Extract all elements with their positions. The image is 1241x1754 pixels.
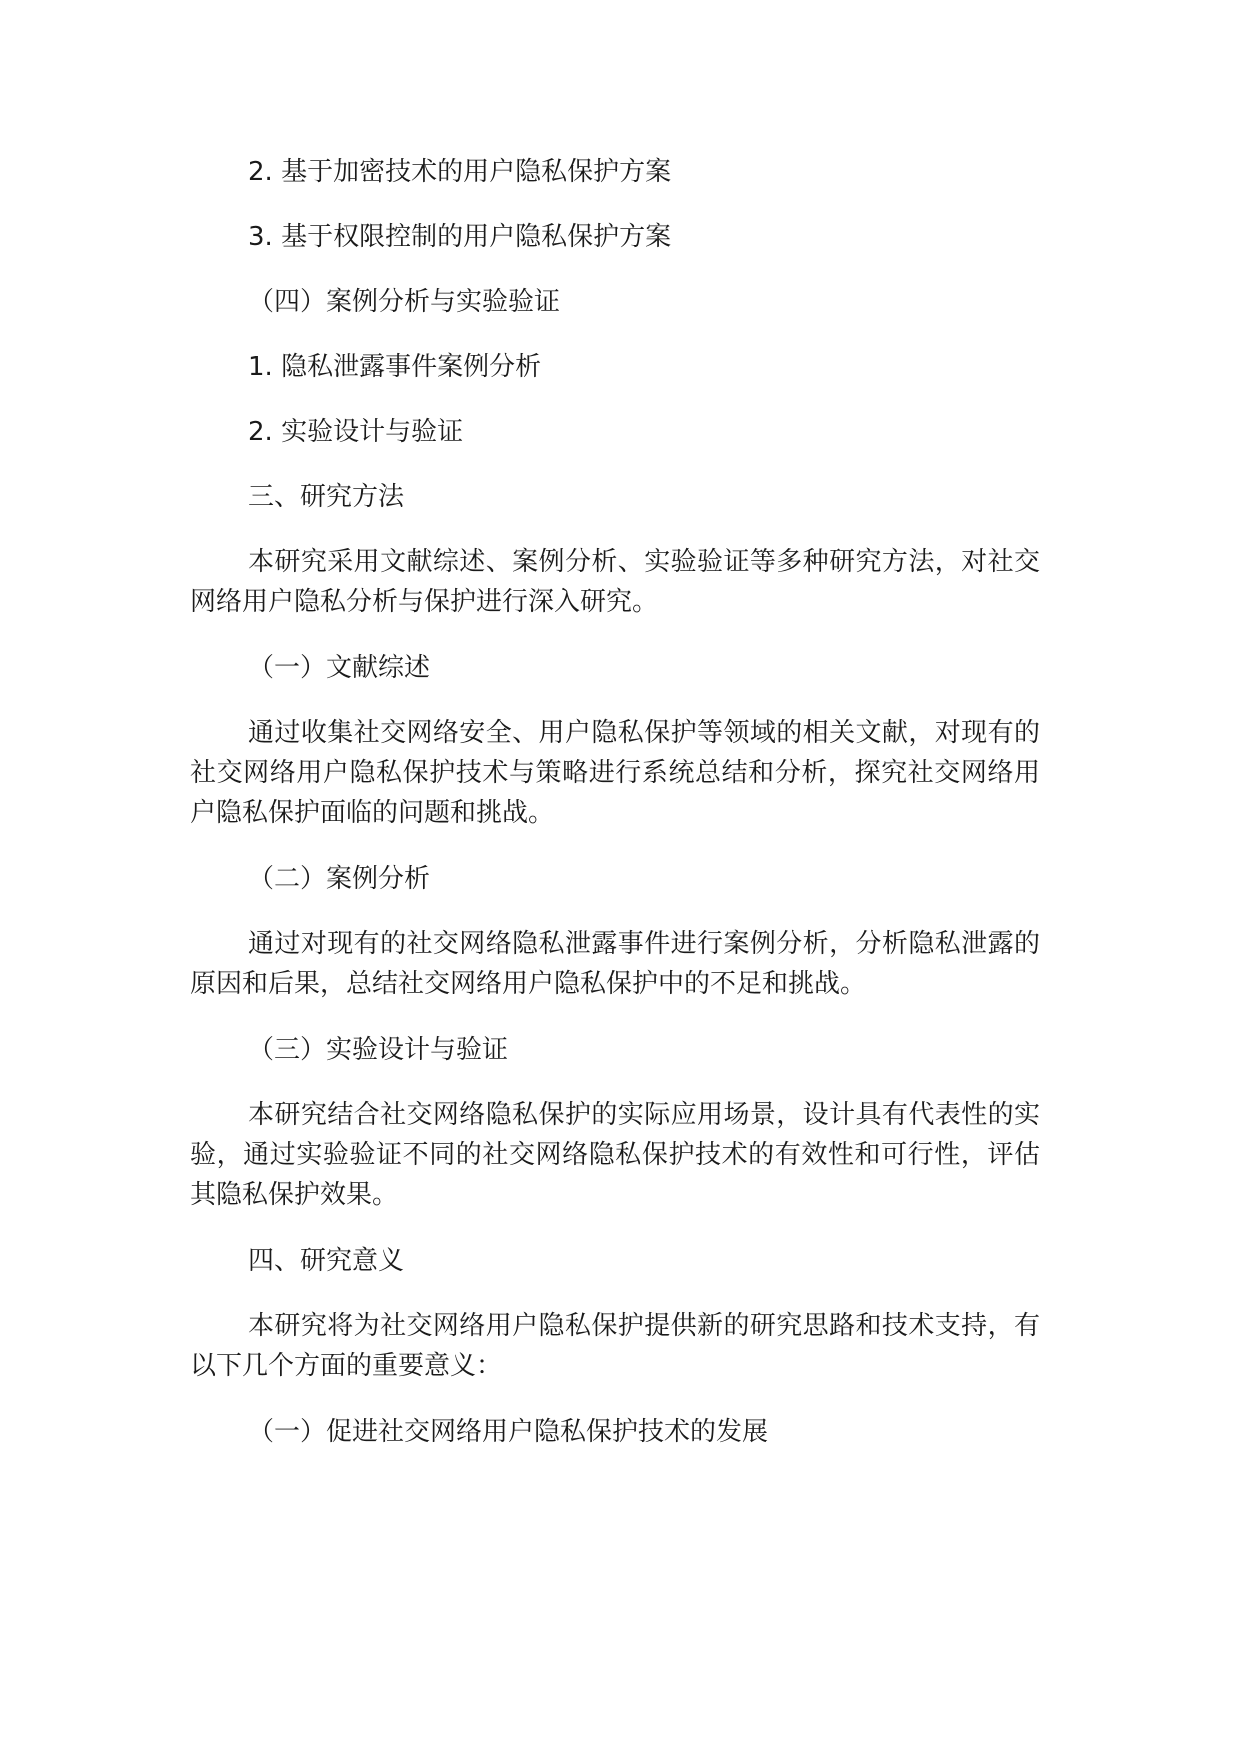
subheading-case-analysis-experiment: （四）案例分析与实验验证 bbox=[248, 287, 561, 317]
subheading-case-analysis: （二）案例分析 bbox=[248, 864, 431, 894]
paragraph-literature-review: 通过收集社交网络安全、用户隐私保护等领域的相关文献，对现有的社交网络用户隐私保护技术与策略进行系统总结和分析，探究社交网络用户隐私保护面临的问题和挑战。 bbox=[190, 718, 1040, 828]
subheading-experiment-validation: （三）实验设计与验证 bbox=[248, 1035, 509, 1065]
section-heading-research-significance: 四、研究意义 bbox=[248, 1246, 405, 1276]
paragraph-methods-intro: 本研究采用文献综述、案例分析、实验验证等多种研究方法，对社交网络用户隐私分析与保护进行深入研究。 bbox=[190, 547, 1040, 617]
subheading-literature-review: （一）文献综述 bbox=[248, 653, 431, 683]
paragraph-experiment-validation: 本研究结合社交网络隐私保护的实际应用场景，设计具有代表性的实验，通过实验验证不同的社交网络隐私保护技术的有效性和可行性，评估其隐私保护效果。 bbox=[190, 1100, 1040, 1210]
list-item-experiment-design: 2. 实验设计与验证 bbox=[248, 417, 464, 447]
list-item-leak-case-analysis: 1. 隐私泄露事件案例分析 bbox=[248, 352, 542, 382]
subheading-promote-privacy-tech: （一）促进社交网络用户隐私保护技术的发展 bbox=[248, 1417, 769, 1447]
paragraph-case-analysis: 通过对现有的社交网络隐私泄露事件进行案例分析，分析隐私泄露的原因和后果，总结社交网络用户隐私保护中的不足和挑战。 bbox=[190, 929, 1040, 999]
list-item-access-control-scheme: 3. 基于权限控制的用户隐私保护方案 bbox=[248, 222, 672, 252]
section-heading-research-methods: 三、研究方法 bbox=[248, 482, 405, 512]
list-item-encryption-scheme: 2. 基于加密技术的用户隐私保护方案 bbox=[248, 157, 672, 187]
document-body bbox=[190, 152, 1040, 1452]
paragraph-significance-intro: 本研究将为社交网络用户隐私保护提供新的研究思路和技术支持，有以下几个方面的重要意义： bbox=[190, 1311, 1040, 1381]
